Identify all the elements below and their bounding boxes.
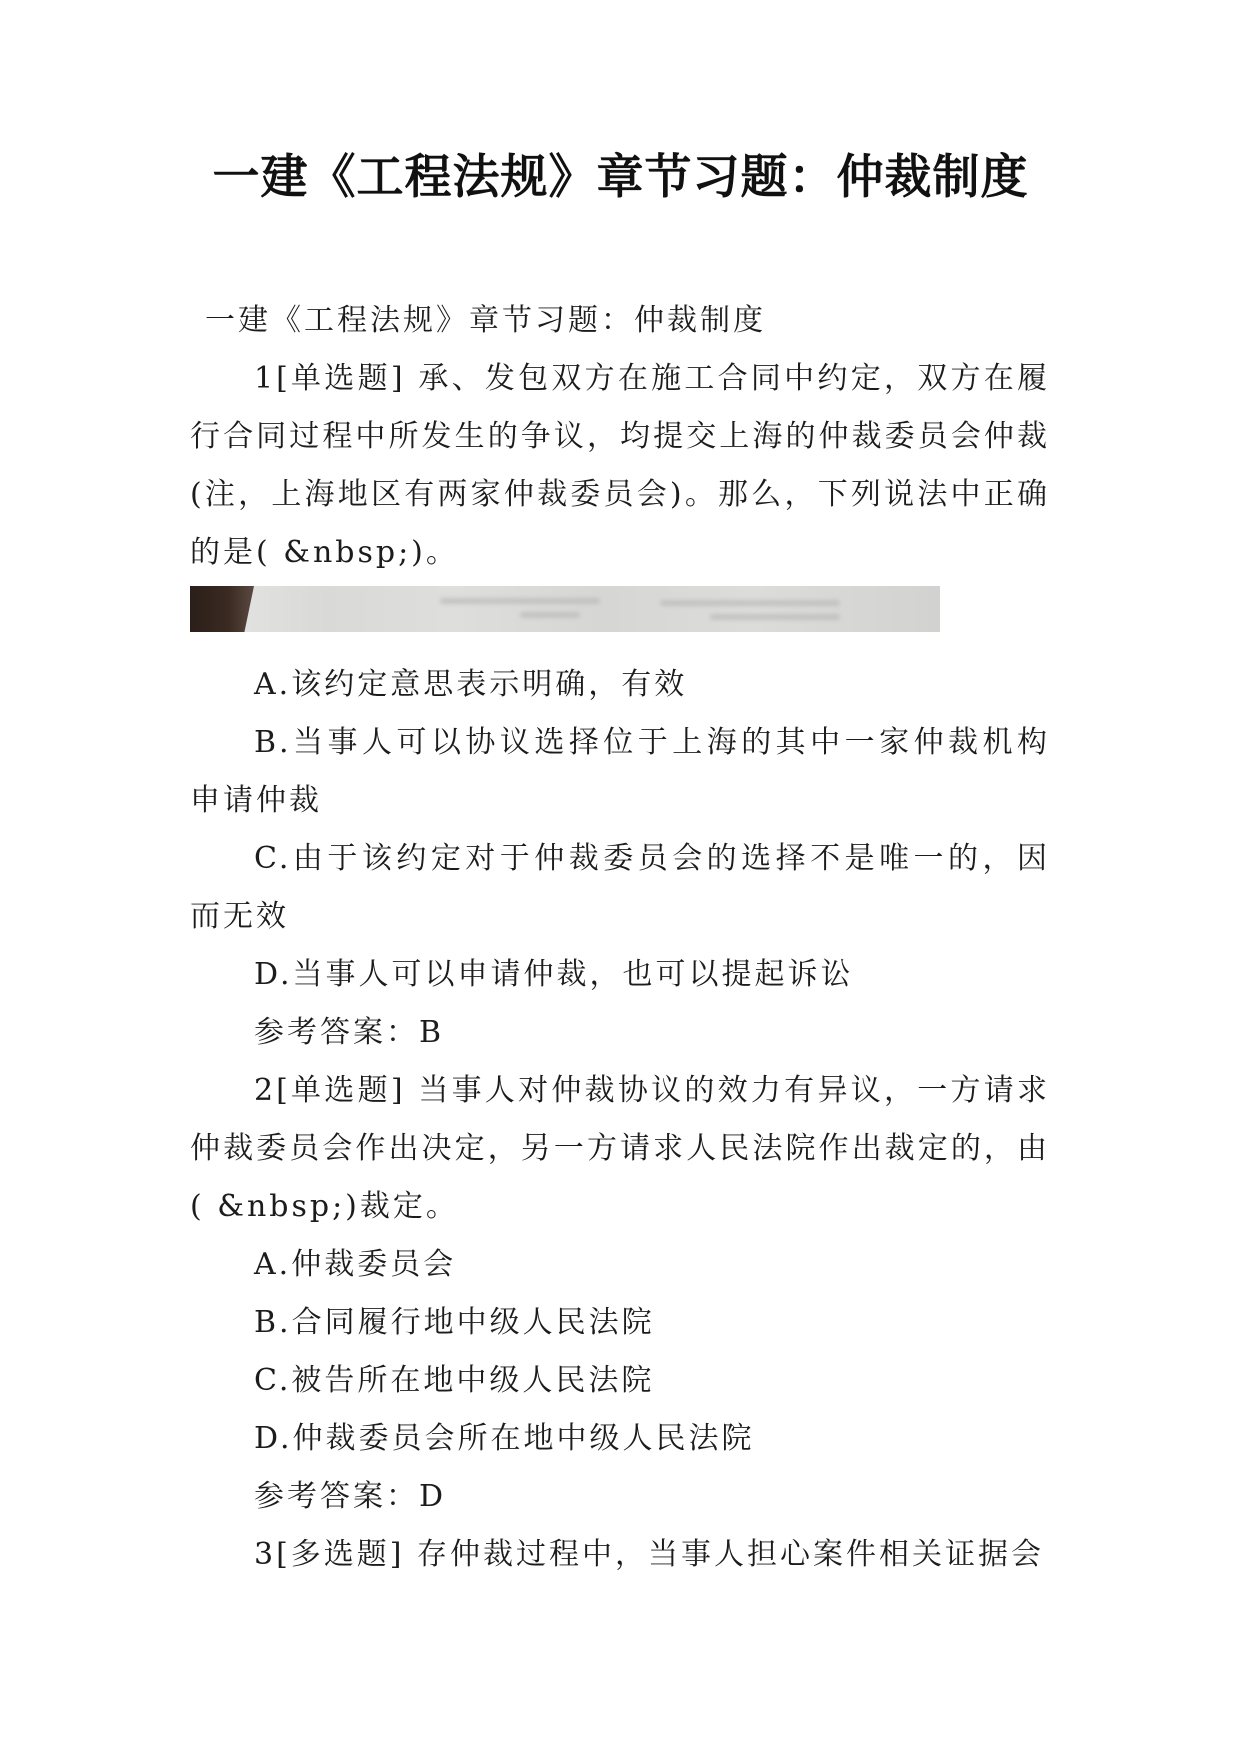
blurred-text-smudge	[660, 600, 840, 606]
question-1-option-c: C.由于该约定对于仲裁委员会的选择不是唯一的，因而无效	[190, 841, 1050, 934]
question-3-stem: 3[多选题] 存仲裁过程中，当事人担心案件相关证据会	[254, 1537, 1045, 1572]
blurred-image-dark-corner	[190, 586, 254, 632]
blurred-text-smudge	[520, 612, 580, 618]
question-2-option-d: D.仲裁委员会所在地中级人民法院	[254, 1421, 755, 1456]
blurred-text-smudge	[440, 598, 600, 604]
question-1-option-b: B.当事人可以协议选择位于上海的其中一家仲裁机构申请仲裁	[190, 725, 1050, 818]
question-1-option-d: D.当事人可以申请仲裁，也可以提起诉讼	[254, 957, 854, 992]
document-subtitle: 一建《工程法规》章节习题：仲裁制度	[205, 303, 766, 338]
question-1-option-a: A.该约定意思表示明确，有效	[254, 667, 688, 702]
document-title: 一建《工程法规》章节习题：仲裁制度	[212, 150, 1029, 205]
blurred-text-smudge	[710, 614, 840, 620]
question-2-stem: 2[单选题] 当事人对仲裁协议的效力有异议，一方请求仲裁委员会作出决定，另一方请求人民法院作出裁定的，由( &nbsp;)裁定。	[190, 1073, 1050, 1224]
question-2-option-a: A.仲裁委员会	[254, 1247, 457, 1282]
question-1-stem: 1[单选题] 承、发包双方在施工合同中约定，双方在履行合同过程中所发生的争议，均提交上海的仲裁委员会仲裁(注，上海地区有两家仲裁委员会)。那么，下列说法中正确的是( &nbsp;)。	[190, 361, 1050, 570]
document-body	[190, 292, 1050, 1584]
blurred-image-strip	[190, 586, 940, 632]
question-2-option-c: C.被告所在地中级人民法院	[254, 1363, 655, 1398]
question-2-option-b: B.合同履行地中级人民法院	[254, 1305, 655, 1340]
question-2-answer: 参考答案：D	[254, 1479, 447, 1514]
question-1-answer: 参考答案：B	[254, 1015, 445, 1050]
